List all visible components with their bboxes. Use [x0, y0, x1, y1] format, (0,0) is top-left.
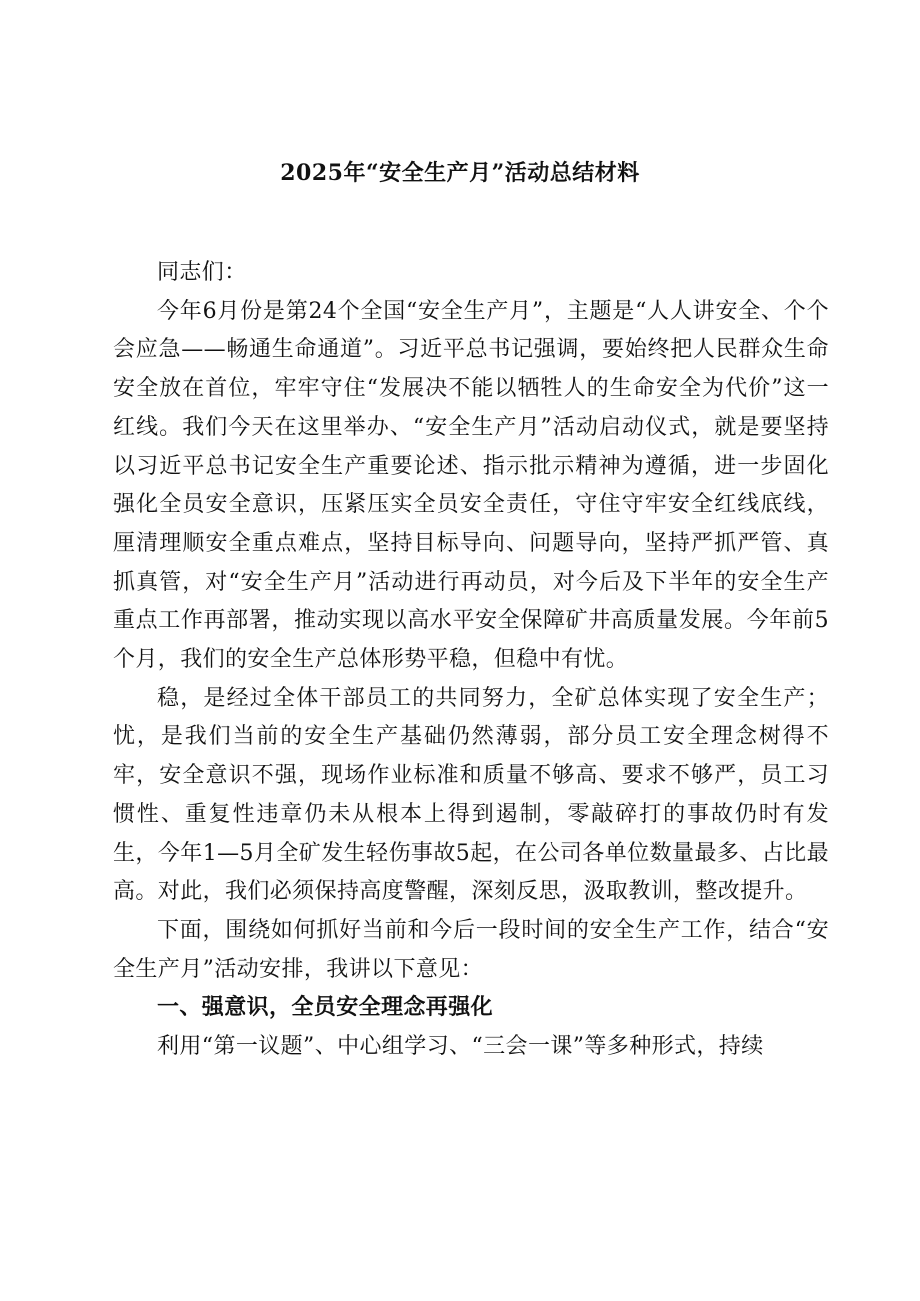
document-body [113, 254, 829, 1067]
document-title: 2025年“安全生产月”活动总结材料 [280, 160, 640, 186]
salutation: 同志们： [157, 260, 247, 285]
paragraph-3: 下面，围绕如何抓好当前和今后一段时间的安全生产工作，结合“安全生产月”活动安排，我讲以下意见： [113, 917, 829, 982]
section-heading: 一、强意识，全员安全理念再强化 [157, 995, 494, 1021]
paragraph-1: 今年6月份是第24个全国“安全生产月”，主题是“人人讲安全、个个会应急——畅通生命通道”。习近平总书记强调，要始终把人民群众生命安全放在首位，牢牢守住“发展决不能以牺牲人的生命安全为代价”这一红线。我们今天在这里举办、“安全生产月”活动启动仪式，就是要坚持以习近平总书记安全生产重要论述、指示批示精神为遵循，进一步固化强化全员安全意识，压紧压实全员安全责任，守住守牢安全红线底线，厘清理顺安全重点难点，坚持目标导向、问题导向，坚持严抓严管、真抓真管，对“安全生产月”活动进行再动员，对今后及下半年的安全生产重点工作再部署，推动实现以高水平安全保障矿井高质量发展。今年前5个月，我们的安全生产总体形势平稳，但稳中有忧。 [113, 298, 829, 673]
paragraph-2: 稳，是经过全体干部员工的共同努力，全矿总体实现了安全生产；忧，是我们当前的安全生产基础仍然薄弱，部分员工安全理念树得不牢，安全意识不强，现场作业标准和质量不够高、要求不够严，员工习惯性、重复性违章仍未从根本上得到遏制，零敲碎打的事故仍时有发生，今年1—5月全矿发生轻伤事故5起，在公司各单位数量最多、占比最高。对此，我们必须保持高度警醒，深刻反思，汲取教训，整改提升。 [113, 685, 829, 905]
section-paragraph: 利用“第一议题”、中心组学习、“三会一课”等多种形式，持续 [157, 1034, 764, 1060]
